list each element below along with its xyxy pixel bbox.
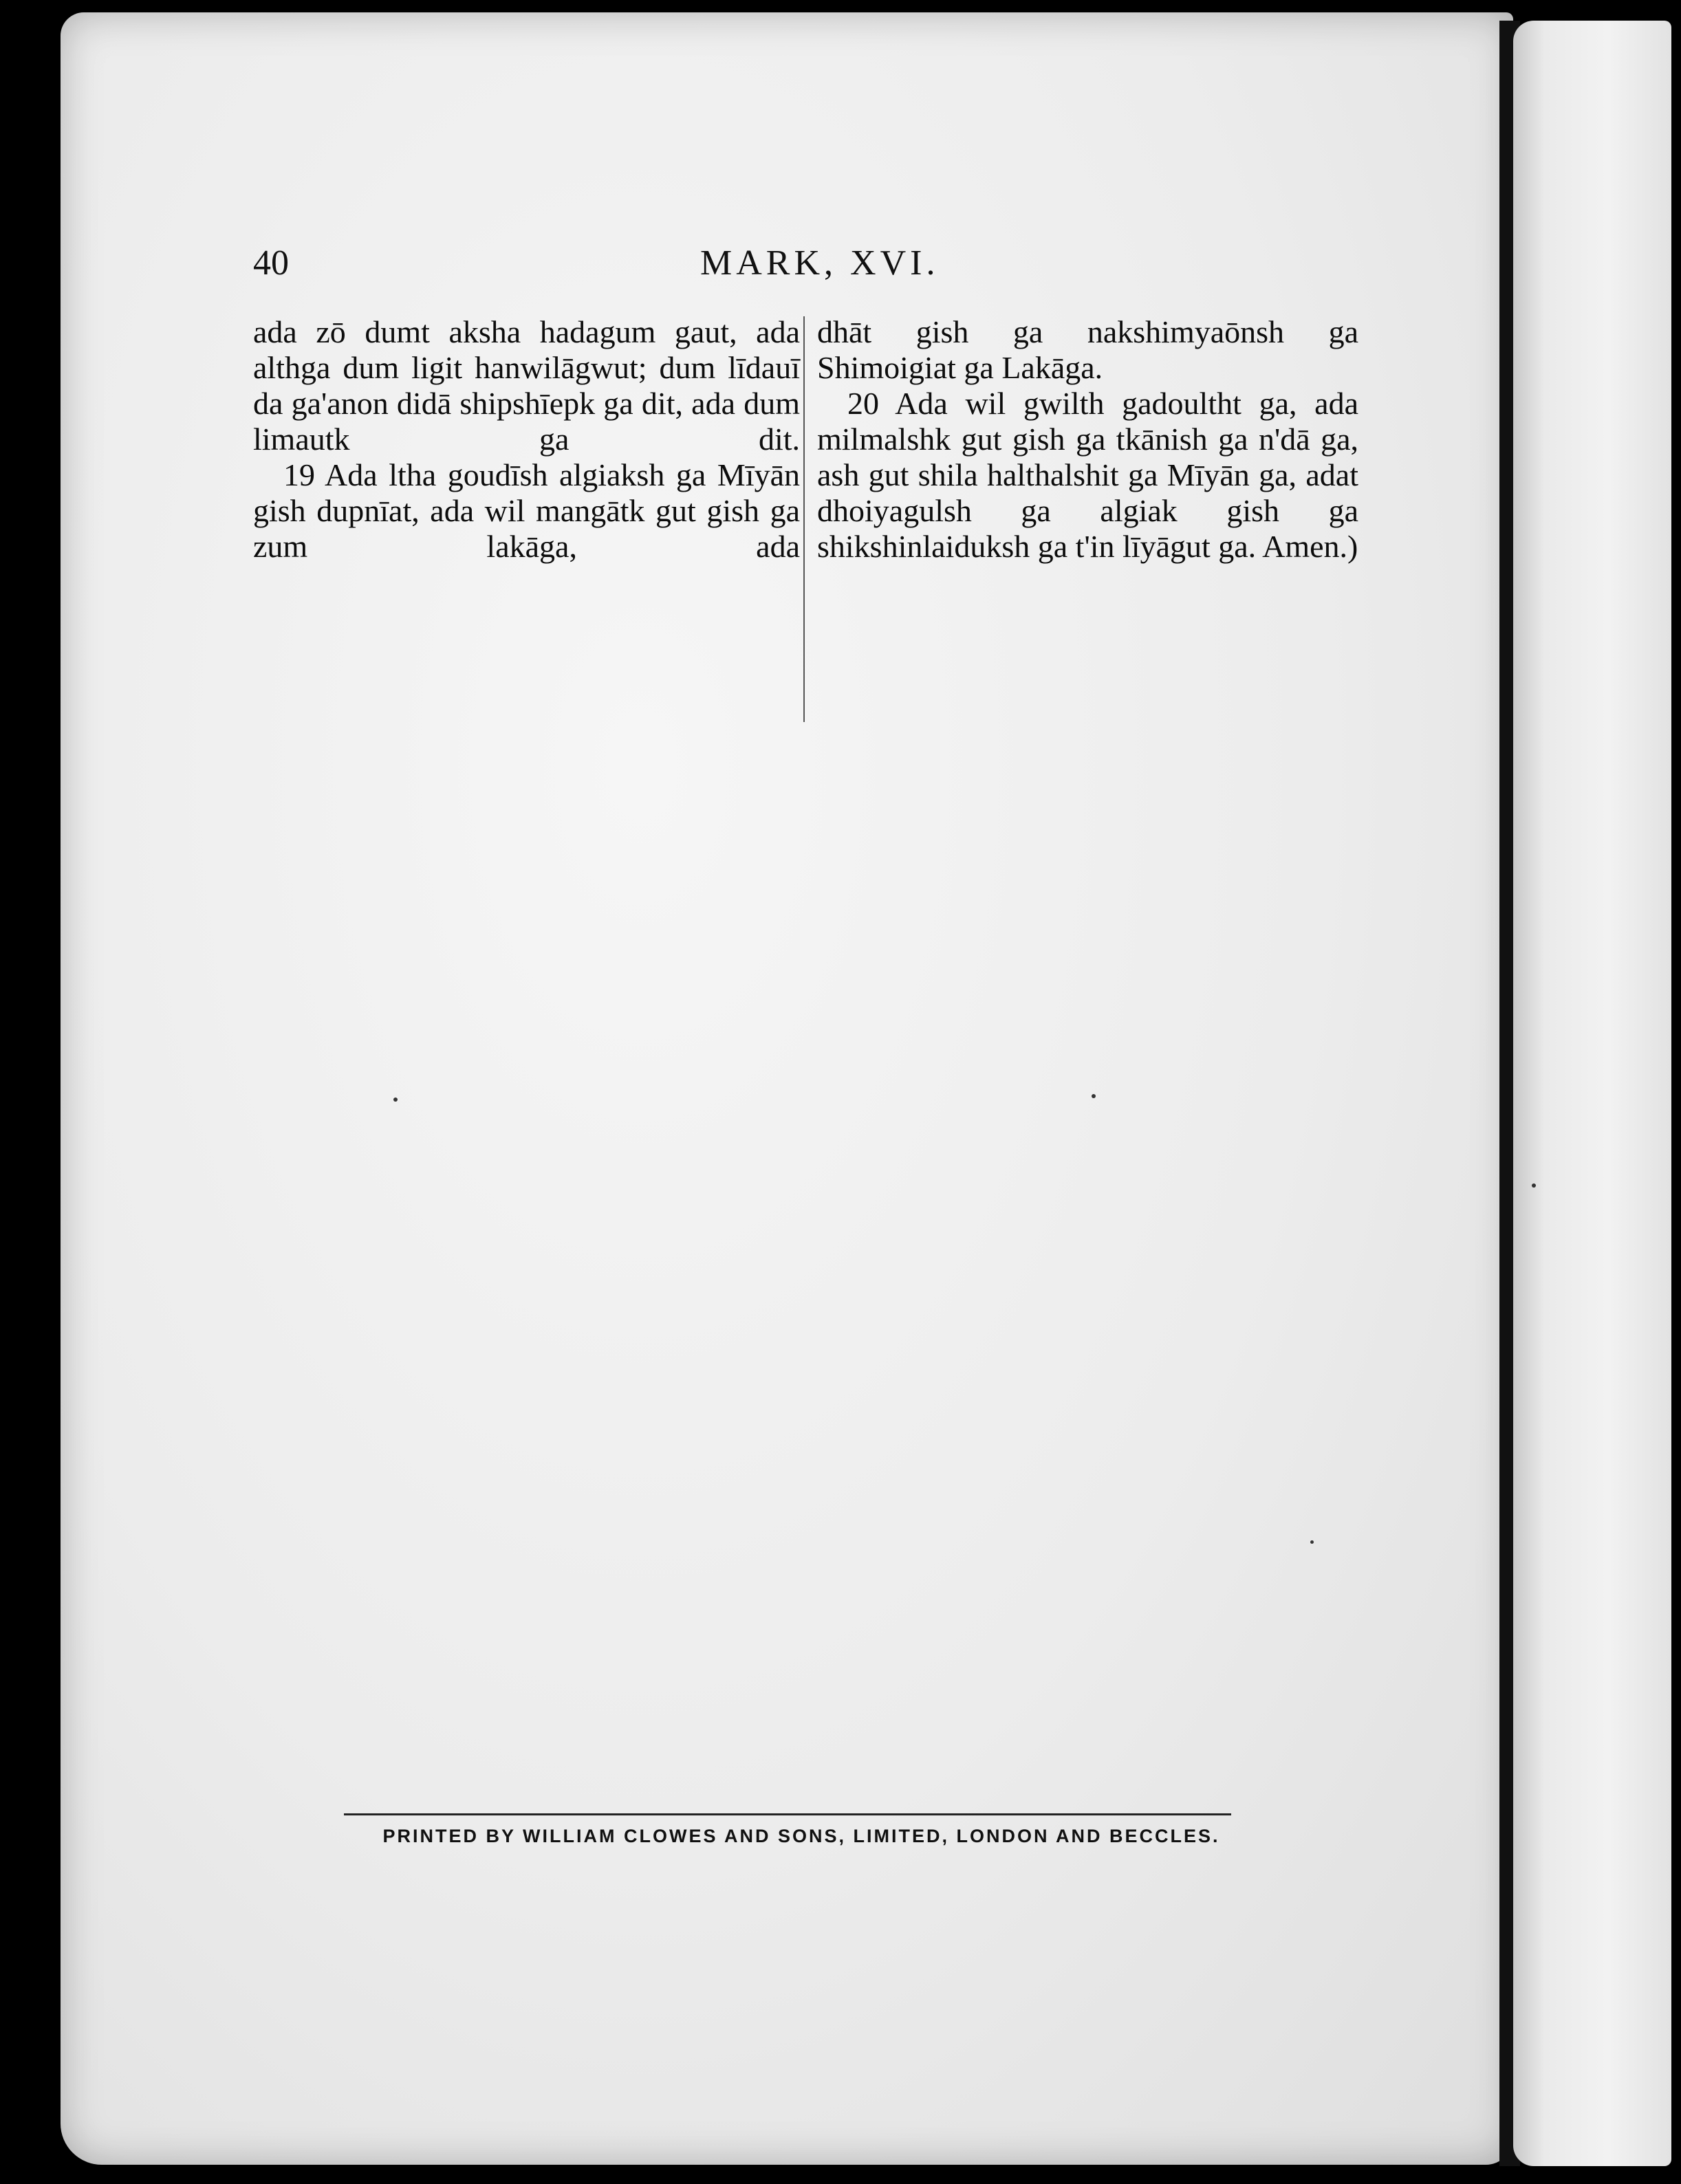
- page-heading: MARK, XVI.: [700, 243, 940, 283]
- paragraph: dhāt gish ga nakshimyaōnsh ga Shimoigiat ga Lakāga.: [817, 314, 1358, 385]
- facing-page-edge: [1513, 21, 1671, 2166]
- left-column: [253, 314, 800, 565]
- column-divider: [803, 316, 805, 722]
- right-column: [817, 314, 1358, 565]
- verse-19: 19 Ada ltha goudīsh algiaksh ga Mīyān gish dupnīat, ada wil mangātk gut gish ga zum lakāga, ada: [253, 457, 800, 564]
- verse-20: 20 Ada wil gwilth gadoultht ga, ada milmalshk gut gish ga tkānish ga n'dā ga, ash gut shila halthalshit ga Mīyān ga, adat dhoiyagulsh ga algiak gish ga shikshinlaiduksh ga t'in līyāgut ga. Amen.): [817, 386, 1358, 564]
- printer-imprint: PRINTED BY WILLIAM CLOWES AND SONS, LIMITED, LONDON AND BECCLES.: [382, 1826, 1220, 1846]
- running-head: [253, 243, 1354, 284]
- ink-speck: [393, 1098, 398, 1102]
- ink-speck: [1092, 1094, 1096, 1098]
- page-number: 40: [253, 243, 289, 283]
- ink-speck: [1532, 1183, 1536, 1188]
- ink-speck: [1310, 1540, 1314, 1544]
- paragraph: ada zō dumt aksha hadagum gaut, ada althga dum ligit hanwilāgwut; dum līdauī da ga'anon didā shipshīepk ga dit, ada dum limautk ga dit.: [253, 314, 800, 457]
- footer-rule: [344, 1813, 1231, 1815]
